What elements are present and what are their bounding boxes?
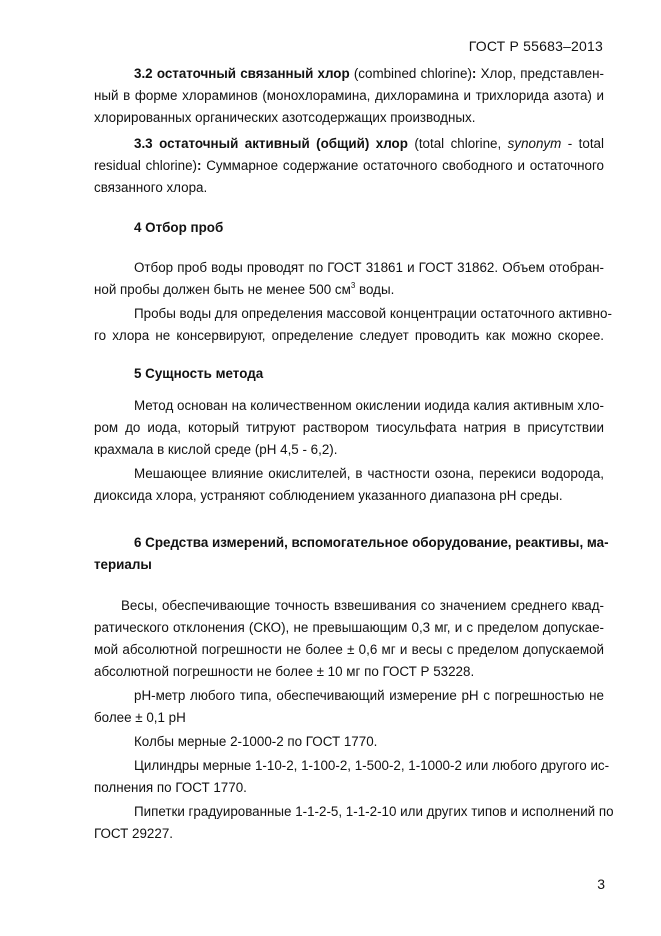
section-5-para2-line2: диоксида хлора, устраняют соблюдением указанного диапазона pH среды. [94, 488, 563, 503]
section-5-heading: 5 Сущность метода [134, 366, 264, 381]
definition-colon: : [197, 158, 202, 173]
definition-english: (total chlorine, [414, 136, 502, 151]
definition-term: остаточный активный (общий) хлор [159, 136, 408, 151]
scales-line1: Весы, обеспечивающие точность взвешивания со значением среднего квад- [121, 598, 604, 613]
cylinders-line2: полнения по ГОСТ 1770. [94, 780, 247, 795]
scales-line3: мой абсолютной погрешности не более ± 0,6 мг и весы с пределом допускаемой [94, 642, 604, 657]
definition-text: Суммарное содержание остаточного свободного и остаточного [206, 158, 604, 173]
definition-3-2-line1 [134, 63, 604, 85]
definition-3-3-line2 [94, 155, 604, 177]
definition-number: 3.2 [134, 66, 153, 81]
definition-3-3-line3: связанного хлора. [94, 180, 208, 195]
definition-text: Хлор, представлен- [480, 66, 604, 81]
definition-number: 3.3 [134, 136, 153, 151]
section-4-heading: 4 Отбор проб [134, 220, 224, 235]
definition-3-3-line1 [134, 133, 604, 155]
definition-english-rest: - total [567, 136, 604, 151]
definition-synonym: synonym [507, 136, 562, 151]
definition-english: (combined chlorine) [353, 66, 472, 81]
section-5-para1-line3: крахмала в кислой среде (pH 4,5 - 6,2). [94, 442, 338, 457]
pipettes-line1: Пипетки градуированные 1-1-2-5, 1-1-2-10 или других типов и исполнений по [134, 804, 614, 819]
scales-line4: абсолютной погрешности не более ± 10 мг по ГОСТ Р 53228. [94, 664, 475, 679]
ph-meter-line1: pH-метр любого типа, обеспечивающий измерение pH с погрешностью не [134, 688, 604, 703]
section-5-para1-line2: ром до иода, который титруют раствором тиосульфата натрия в присутствии [94, 420, 604, 435]
ph-meter-line2: более ± 0,1 pH [94, 710, 186, 725]
cylinders-line1: Цилиндры мерные 1-10-2, 1-100-2, 1-500-2, 1-1000-2 или любого другого ис- [134, 758, 610, 773]
definition-term: остаточный связанный хлор [156, 66, 350, 81]
section-6-heading-line1: 6 Средства измерений, вспомогательное оборудование, реактивы, ма- [134, 535, 609, 550]
definition-3-2-line2: ный в форме хлораминов (монохлорамина, дихлорамина и трихлорида азота) и [94, 88, 604, 103]
section-4-para2-line1: Пробы воды для определения массовой концентрации остаточного активно- [134, 306, 612, 321]
section-5-para2-line1: Мешающее влияние окислителей, в частности озона, перекиси водорода, [134, 466, 604, 481]
definition-english: residual chlorine) [94, 158, 198, 173]
section-4-para1-line1: Отбор проб воды проводят по ГОСТ 31861 и ГОСТ 31862. Объем отобран- [134, 260, 604, 275]
flasks-line: Колбы мерные 2-1000-2 по ГОСТ 1770. [134, 734, 378, 749]
section-6-heading-line2: териалы [94, 557, 152, 572]
section-4-para1-line2 [94, 279, 394, 301]
text-span: ной пробы должен быть не менее 500 см [94, 282, 351, 297]
document-header-id: ГОСТ Р 55683–2013 [468, 38, 603, 54]
definition-colon: : [471, 66, 477, 81]
section-4-para2-line2: го хлора не консервируют, определение следует проводить как можно скорее. [94, 328, 604, 343]
section-5-para1-line1: Метод основан на количественном окислении иодида калия активным хло- [134, 398, 604, 413]
scales-line2: ратического отклонения (СКО), не превышающим 0,3 мг, и с пределом допускае- [94, 620, 604, 635]
superscript: 3 [350, 281, 356, 290]
definition-3-2-line3: хлорированных органических азотсодержащих производных. [94, 110, 476, 125]
text-span: воды. [359, 282, 395, 297]
page-number: 3 [597, 876, 605, 892]
pipettes-line2: ГОСТ 29227. [94, 826, 173, 841]
